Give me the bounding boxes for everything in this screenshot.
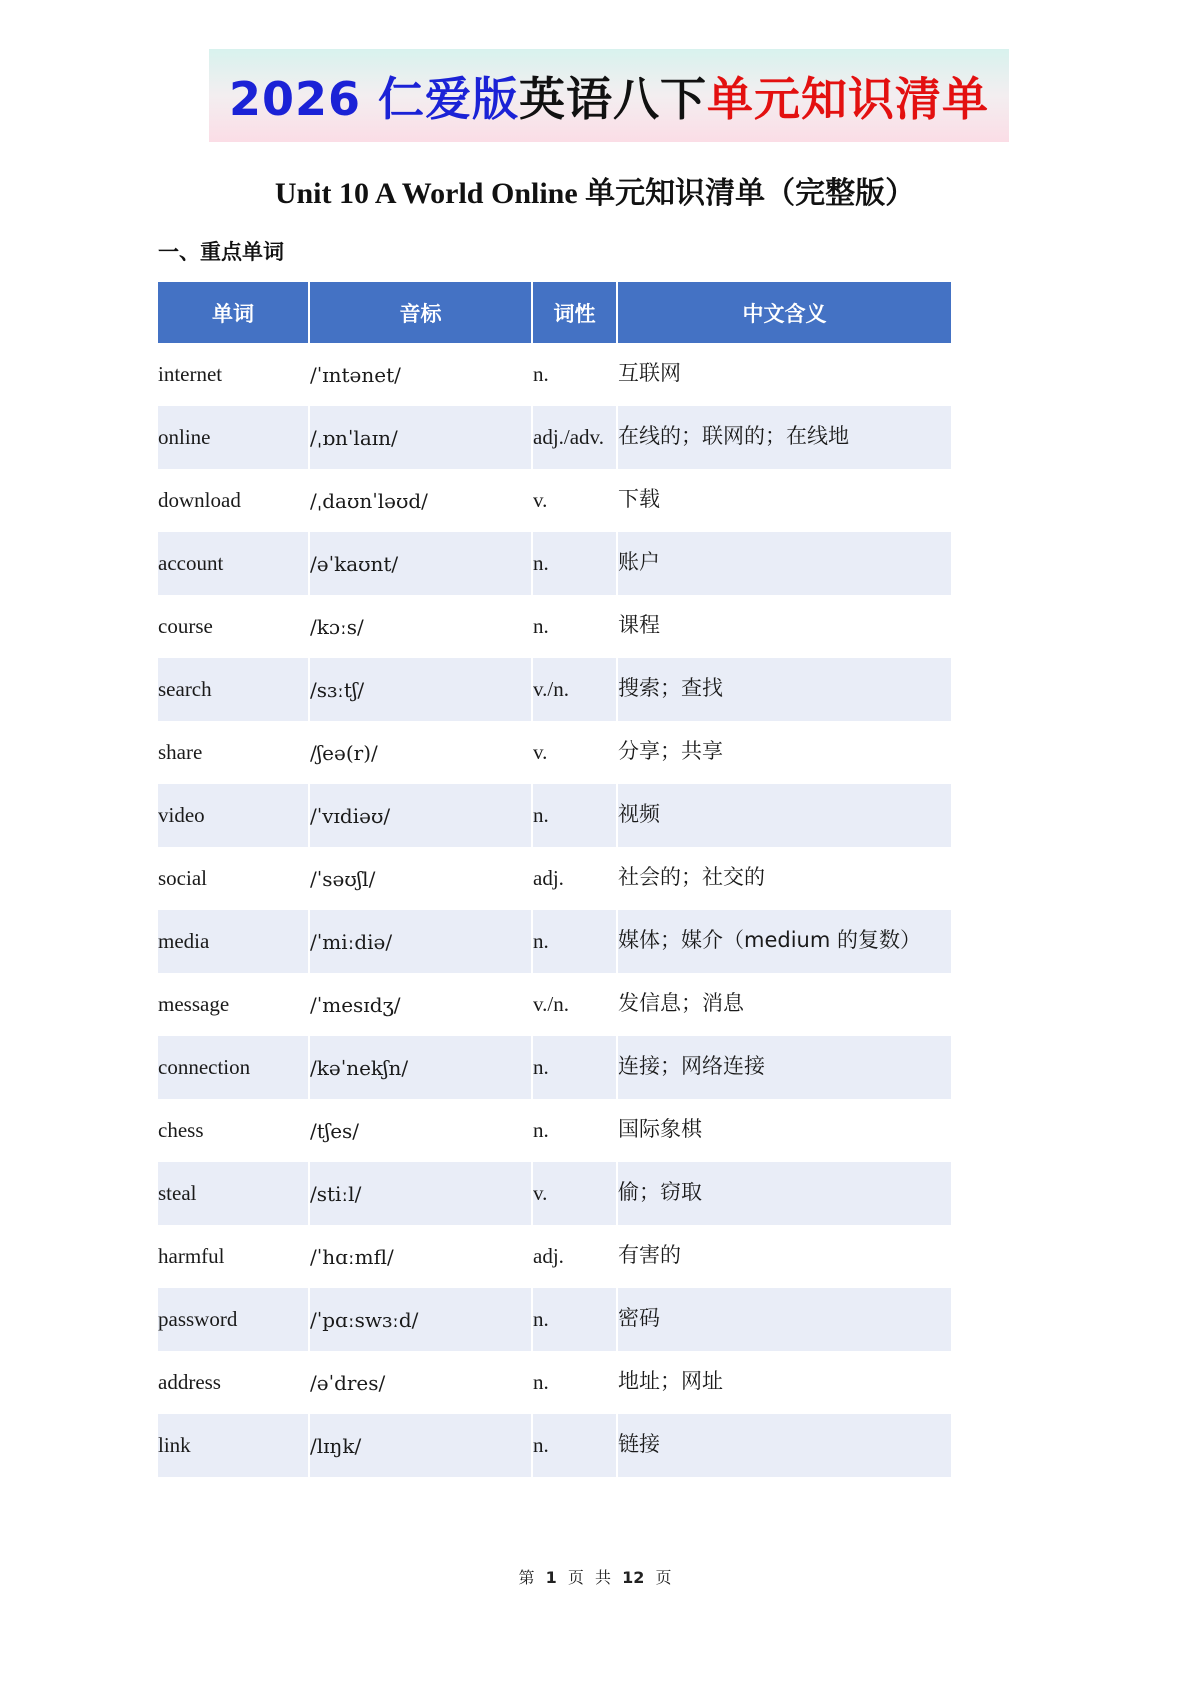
cell-meaning: 视频 [618,784,951,847]
cell-ipa: /ˈmesɪdʒ/ [310,992,401,1017]
cell-pos: n. [533,910,616,973]
cell-meaning: 地址；网址 [618,1369,723,1393]
table-row [158,343,951,406]
cell-ipa: /ˌɒnˈlaɪn/ [310,406,531,469]
footer-suffix: 页 [655,1568,672,1587]
cell-word: video [158,784,308,847]
vocabulary-table [156,282,953,1477]
cell-word: link [158,1414,308,1477]
header-pos: 词性 [533,282,616,343]
table-row [158,532,951,595]
cell-word: steal [158,1162,308,1225]
cell-ipa: /lɪŋk/ [310,1414,531,1477]
cell-meaning: 互联网 [618,361,681,385]
table-row [158,1225,951,1288]
cell-pos: v. [533,740,548,764]
cell-word: social [158,866,207,890]
cell-ipa: /ˈhɑːmfl/ [310,1244,394,1269]
cell-ipa: /ˈmiːdiə/ [310,910,531,973]
cell-meaning: 媒体；媒介（medium 的复数） [618,910,951,973]
cell-ipa: /ˈpɑːswɜːd/ [310,1288,531,1351]
table-row [158,910,951,973]
cell-pos: v. [533,1162,616,1225]
table-row [158,847,951,910]
cell-ipa: /ˈvɪdiəʊ/ [310,784,531,847]
cell-ipa: /sɜːtʃ/ [310,658,531,721]
cell-ipa: /ˈɪntənet/ [310,362,401,387]
cell-word: message [158,992,230,1016]
cell-pos: n. [533,1370,549,1394]
cell-ipa: /kəˈnekʃn/ [310,1036,531,1099]
table-row [158,973,951,1036]
cell-ipa: /əˈdres/ [310,1370,386,1395]
cell-word: share [158,740,203,764]
cell-word: chess [158,1118,204,1142]
footer-page-number: 1 [545,1568,557,1587]
cell-pos: n. [533,784,616,847]
table-row [158,1099,951,1162]
cell-meaning: 密码 [618,1288,951,1351]
table-row [158,658,951,721]
cell-word: address [158,1370,221,1394]
cell-ipa: /tʃes/ [310,1118,360,1143]
header-word: 单词 [158,282,308,343]
table-row [158,1351,951,1414]
cell-word: search [158,658,308,721]
cell-meaning: 连接；网络连接 [618,1036,951,1099]
cell-pos: n. [533,1414,616,1477]
cell-meaning: 搜索；查找 [618,658,951,721]
cell-word: online [158,406,308,469]
footer-total-pages: 12 [622,1568,645,1587]
cell-meaning: 账户 [618,532,951,595]
table-row [158,469,951,532]
cell-meaning: 链接 [618,1414,951,1477]
cell-word: download [158,488,241,512]
table-row [158,784,951,847]
cell-pos: n. [533,362,549,386]
banner-edition: 2026 仁爱版 [228,71,520,126]
cell-ipa: /kɔːs/ [310,614,364,639]
cell-pos: adj. [533,866,564,890]
table-row [158,1036,951,1099]
cell-word: harmful [158,1244,225,1268]
cell-pos: v./n. [533,992,569,1016]
footer-mid: 页 共 [567,1568,611,1587]
cell-meaning: 分享；共享 [618,739,723,763]
header-ipa: 音标 [310,282,531,343]
cell-meaning: 课程 [618,613,660,637]
cell-pos: n. [533,532,616,595]
cell-word: connection [158,1036,308,1099]
cell-pos: n. [533,614,549,638]
cell-word: course [158,614,213,638]
cell-meaning: 有害的 [618,1243,681,1267]
table-row [158,595,951,658]
cell-ipa: /ˈsəʊʃl/ [310,866,376,891]
table-row [158,721,951,784]
cell-word: media [158,910,308,973]
header-meaning: 中文含义 [618,282,951,343]
cell-pos: n. [533,1118,549,1142]
section-heading: 一、重点单词 [158,240,284,264]
cell-pos: n. [533,1036,616,1099]
cell-word: password [158,1288,308,1351]
cell-ipa: /ʃeə(r)/ [310,740,378,765]
cell-meaning: 发信息；消息 [618,991,744,1015]
table-row [158,1414,951,1477]
banner-topic: 单元知识清单 [707,71,990,126]
cell-meaning: 国际象棋 [618,1117,702,1141]
page-footer [0,1565,1190,1588]
cell-pos: adj./adv. [533,406,616,469]
cell-pos: n. [533,1288,616,1351]
cell-pos: v. [533,488,548,512]
cell-meaning: 社会的；社交的 [618,865,765,889]
cell-meaning: 下载 [618,487,660,511]
table-row [158,1162,951,1225]
page-title: Unit 10 A World Online 单元知识清单（完整版） [274,177,916,210]
cell-ipa: /əˈkaʊnt/ [310,532,531,595]
table-row [158,406,951,469]
table-row [158,1288,951,1351]
cell-word: internet [158,362,223,386]
footer-prefix: 第 [518,1568,535,1587]
cell-word: account [158,532,308,595]
cell-ipa: /stiːl/ [310,1162,531,1225]
table-header-row [158,282,951,343]
cell-ipa: /ˌdaʊnˈləʊd/ [310,488,428,513]
banner-subject: 英语八下 [519,71,708,126]
cell-pos: v./n. [533,658,616,721]
title-banner [209,49,1009,142]
cell-meaning: 偷；窃取 [618,1162,951,1225]
cell-pos: adj. [533,1244,564,1268]
cell-meaning: 在线的；联网的；在线地 [618,406,951,469]
